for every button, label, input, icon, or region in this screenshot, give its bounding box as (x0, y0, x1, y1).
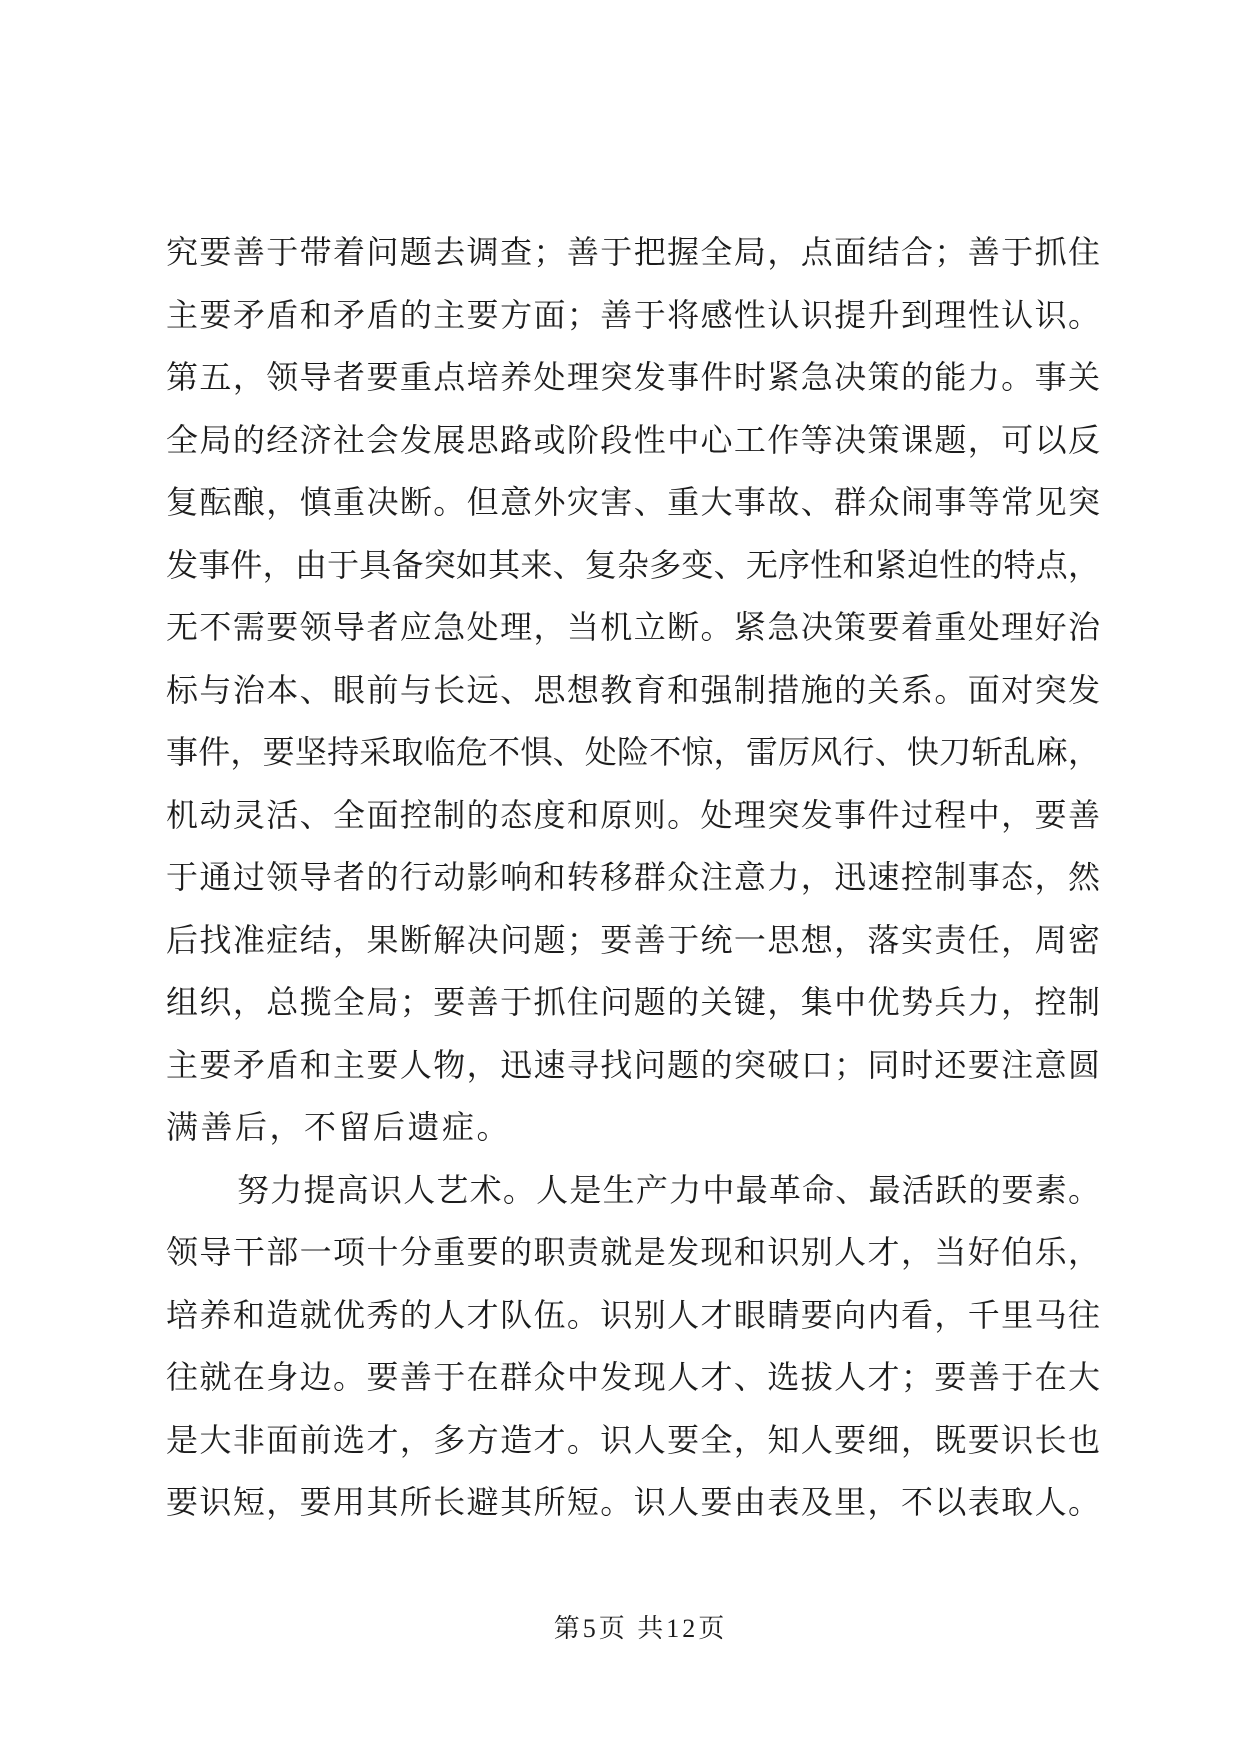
text-line: 要识短，要用其所长避其所短。识人要由表及里，不以表取人。 (166, 1484, 1100, 1520)
text-line: 主要矛盾和主要人物，迅速寻找问题的突破口；同时还要注意圆 (166, 1046, 1100, 1083)
text-line: 究要善于带着问题去调查；善于把握全局，点面结合；善于抓住 (166, 234, 1100, 270)
text-line: 标与治本、眼前与长远、思想教育和强制措施的关系。面对突发 (166, 671, 1100, 708)
text-line: 努力提高识人艺术。人是生产力中最革命、最活跃的要素。 (237, 1171, 1100, 1208)
paragraph-1 (166, 221, 1100, 1159)
text-line: 主要矛盾和矛盾的主要方面；善于将感性认识提升到理性认识。 (166, 296, 1100, 333)
text-line: 往就在身边。要善于在群众中发现人才、选拔人才；要善于在大 (166, 1359, 1100, 1395)
text-line: 于通过领导者的行动影响和转移群众注意力，迅速控制事态，然 (166, 859, 1100, 895)
text-line: 培养和造就优秀的人才队伍。识别人才眼睛要向内看，千里马往 (166, 1296, 1100, 1333)
text-line: 满善后，不留后遗症。 (166, 1109, 512, 1145)
text-line: 发事件，由于具备突如其来、复杂多变、无序性和紧迫性的特点， (166, 546, 1100, 583)
text-line: 第五，领导者要重点培养处理突发事件时紧急决策的能力。事关 (166, 359, 1100, 395)
document-body (166, 221, 1100, 1534)
text-line: 组织，总揽全局；要善于抓住问题的关键，集中优势兵力，控制 (166, 984, 1100, 1020)
text-line: 是大非面前选才，多方造才。识人要全，知人要细，既要识长也 (166, 1421, 1100, 1458)
page-number-indicator: 第5页 共12页 (553, 1614, 728, 1643)
page-footer (0, 1608, 1241, 1645)
text-line: 无不需要领导者应急处理，当机立断。紧急决策要着重处理好治 (166, 609, 1100, 645)
text-line: 机动灵活、全面控制的态度和原则。处理突发事件过程中，要善 (166, 796, 1100, 833)
paragraph-2 (166, 1159, 1100, 1534)
text-line: 领导干部一项十分重要的职责就是发现和识别人才，当好伯乐， (166, 1234, 1100, 1270)
text-line: 后找准症结，果断解决问题；要善于统一思想，落实责任，周密 (166, 921, 1100, 958)
text-line: 复酝酿，慎重决断。但意外灾害、重大事故、群众闹事等常见突 (166, 484, 1100, 520)
text-line: 事件，要坚持采取临危不惧、处险不惊，雷厉风行、快刀斩乱麻， (166, 734, 1100, 770)
text-line: 全局的经济社会发展思路或阶段性中心工作等决策课题，可以反 (166, 421, 1100, 458)
